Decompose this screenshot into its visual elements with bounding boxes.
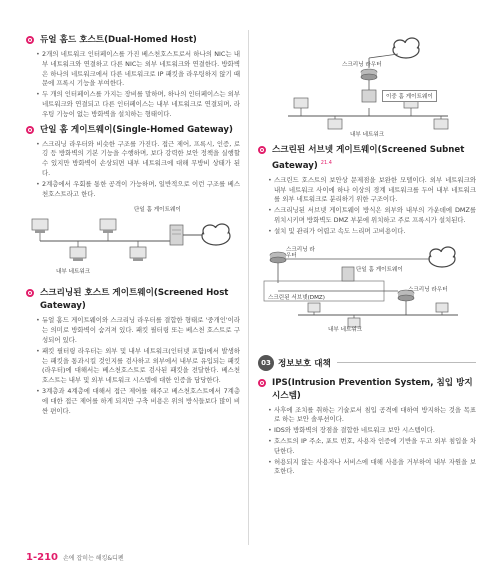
gateway-caption: 단일 홈 게이트웨이	[134, 207, 181, 214]
list-item: • 패킷 필터링 라우터는 외부 및 내부 네트워크(인터넷 포함)에서 발생하는 패킷을 통과시킬 것인지를 검사하고 외부에서 내부로 유입되는 패킷(라우터)에 대해서는 베스천호스트로 검사된 패킷을 전달한다. 베스천호스트는 내부 및 외부 네트워크 시스템에 대한 인증을 담당한다.	[36, 347, 240, 386]
network-caption: 내부 네트워크	[328, 326, 363, 333]
list-item: • 설치 및 관리가 어렵고 속도 느리며 고비용이다.	[268, 227, 476, 237]
heading-bullet-icon	[26, 36, 34, 44]
single-homed-diagram	[26, 203, 240, 279]
computer-icon	[100, 219, 116, 241]
computer-icon	[70, 241, 86, 261]
reference-number: 21.4	[320, 160, 332, 166]
dual-homed-list	[36, 50, 240, 120]
computer-icon	[328, 116, 342, 129]
list-item: • 스크리닝 라우터와 비슷한 구조를 가진다. 접근 제어, 프록시, 인증, 로깅 등 방화벽의 기본 기능을 수행하며, 보다 강력한 보안 정책을 실행할 수 있지만 방화벽이 손상되면 내부 네트워크에 대해 무방비 상태가 된다.	[36, 140, 240, 179]
computer-icon	[294, 98, 308, 116]
screened-subnet-title: 스크린된 서브넷 게이트웨이(Screened Subnet Gateway)	[272, 145, 465, 171]
network-caption: 내부 네트워크	[350, 132, 385, 138]
list-item: • 스크리닝된 서브넷 게이트웨이 방식은 외부와 내부의 가운데에 DMZ를 위치시키며 방화벽도 DMZ 부분에 위치하고 주로 프록시가 설치된다.	[268, 206, 476, 226]
divider	[337, 362, 476, 363]
dual-homed-diagram	[258, 26, 476, 138]
list-item: • 2계층에서 우회를 통한 공격이 가능하며, 일반적으로 이런 구조를 베스천호스트라고 한다.	[36, 180, 240, 200]
gateway-caption: 이중 홈 게이트웨이	[382, 90, 437, 102]
list-item: • 스크린드 호스트의 보안상 문제점을 보완한 모델이다. 외부 네트워크와 내부 네트워크 사이에 하나 이상의 경계 네트워크를 두어 내부 네트워크를 외부 네트워크로 분리하기 위한 구조이다.	[268, 176, 476, 205]
list-item: • 두 개의 인터페이스를 가지는 장비를 말하며, 하나의 인터페이스는 외부 네트워크와 연결되고 다른 인터페이스는 내부 네트워크로 연결되며, 라우팅 기능이 없는 방화벽을 설치하는 형태이다.	[36, 90, 240, 119]
router-caption: 스크리닝 라우터	[408, 286, 448, 293]
list-item: • 사후에 조치를 취하는 기술로서 침입 공격에 대하여 방지하는 것을 목표로 하는 보안 솔루션이다.	[268, 406, 476, 426]
section-title: 정보보호 대책	[278, 358, 331, 369]
screened-host-title: 스크리닝된 호스트 게이트웨이(Screened Host Gateway)	[40, 288, 229, 312]
heading-bullet-icon	[258, 379, 266, 387]
single-homed-heading	[26, 124, 240, 137]
section-header	[258, 355, 476, 371]
list-item: • 호스트의 IP 주소, 포트 번호, 사용자 인증에 기반을 두고 외부 침입을 차단한다.	[268, 437, 476, 457]
right-column	[258, 26, 476, 481]
screened-subnet-heading	[258, 144, 476, 173]
server-icon	[362, 90, 376, 102]
gateway-caption: 단일 홈 게이트웨이	[356, 266, 403, 273]
screened-host-heading	[26, 287, 240, 313]
page-footer	[26, 552, 124, 563]
server-icon	[342, 267, 354, 281]
network-diagram-graphic	[258, 26, 476, 138]
router-icon	[270, 252, 286, 263]
computer-icon	[130, 241, 146, 261]
list-item: • 3계층과 4계층에 대해서 접근 제어를 해주고 베스천호스트에서 7계층에 대한 접근 제어를 하게 되지만 구축 비용은 위의 방식들보다 많이 비싼 편이다.	[36, 387, 240, 416]
list-item: • 듀얼 홈드 게이트웨이와 스크리닝 라우터를 결합한 형태로 '중개인'이라는 의미로 방화벽이 숨겨져 있다. 패킷 필터링 또는 베스천 호스트로 구성되어 있다.	[36, 316, 240, 345]
heading-bullet-icon	[26, 126, 34, 134]
computer-icon	[308, 303, 320, 315]
internet-cloud-icon	[393, 38, 419, 58]
dmz-caption: 스크린된 서브넷(DMZ)	[268, 294, 325, 301]
screened-subnet-list	[268, 176, 476, 237]
screened-host-list	[36, 316, 240, 416]
page-number: 1-210	[26, 552, 58, 563]
router-caption: 스크리닝 라우터	[342, 62, 382, 68]
network-caption: 내부 네트워크	[56, 269, 91, 276]
dual-homed-heading	[26, 34, 240, 47]
server-icon	[170, 225, 183, 245]
dual-homed-title: 듀얼 홈드 호스트(Dual-Homed Host)	[40, 35, 197, 45]
ips-heading	[258, 377, 476, 403]
list-item: • 허용되지 않는 사용자나 서비스에 대해 사용을 거부하여 내부 자원을 보호한다.	[268, 458, 476, 478]
ips-list	[268, 406, 476, 478]
single-homed-title: 단일 홈 게이트웨이(Single-Homed Gateway)	[40, 124, 233, 135]
book-title: 손에 잡히는 해킹&디펜	[62, 555, 124, 562]
column-divider	[248, 30, 249, 545]
computer-icon	[32, 219, 48, 241]
ips-title: IPS(Intrusion Prevention System, 침입 방지 시스템)	[272, 377, 473, 401]
router-caption: 스크리닝 라우터	[286, 246, 315, 259]
internet-cloud-icon	[429, 247, 455, 267]
section-number: 03	[258, 355, 274, 371]
list-item: • IDS와 방화벽의 장점을 결합한 네트워크 보안 시스템이다.	[268, 426, 476, 436]
screened-subnet-title-wrap	[272, 144, 476, 173]
heading-bullet-icon	[26, 289, 34, 297]
internet-cloud-icon	[202, 224, 230, 245]
router-icon	[361, 69, 377, 80]
single-homed-list	[36, 140, 240, 200]
screened-subnet-diagram	[258, 241, 476, 333]
computer-icon	[434, 116, 448, 129]
list-item: • 2개의 네트워크 인터페이스를 가진 베스천호스트로서 하나의 NIC는 내부 네트워크와 연결하고 다른 NIC는 외부 네트워크와 연결한다. 방화벽은 하나의 네트워크에서 다른 네트워크로 IP 패킷을 라우팅하지 않기 때문에 프록시 기능을 부여한다.	[36, 50, 240, 89]
left-column	[26, 34, 240, 420]
computer-icon	[436, 303, 448, 315]
heading-bullet-icon	[258, 146, 266, 154]
